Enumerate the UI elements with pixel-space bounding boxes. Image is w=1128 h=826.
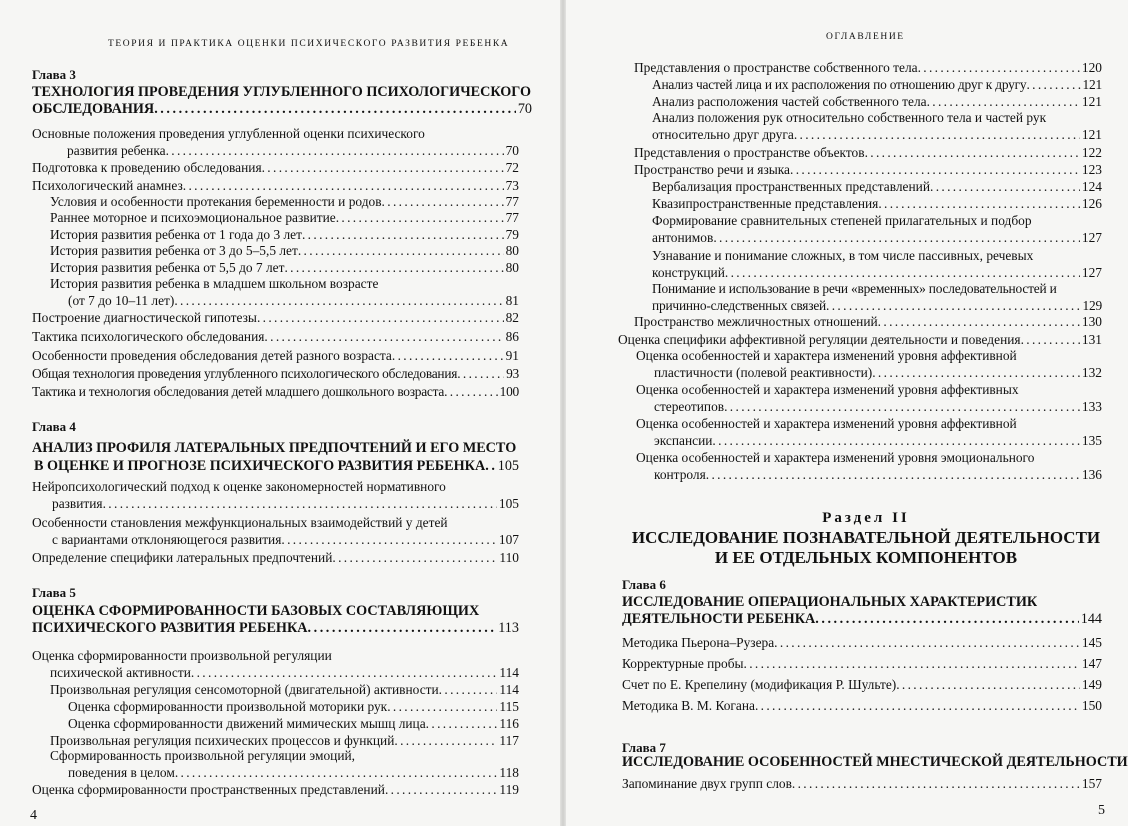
- toc-entry[interactable]: Оценка особенностей и характера изменений уровня аффективной экспансии . . . 135: [636, 415, 1102, 449]
- page-number: 107: [498, 532, 519, 547]
- page-number: 121: [1081, 94, 1102, 109]
- running-header: ТЕОРИЯ И ПРАКТИКА ОЦЕНКИ ПСИХИЧЕСКОГО РАЗВИТИЯ РЕБЕНКА: [108, 39, 510, 49]
- page-number: 72: [505, 160, 519, 175]
- toc-entry[interactable]: Оценка сформированности произвольной регуляции психической активности . . . 114: [32, 647, 519, 681]
- page-number: 127: [1081, 265, 1102, 280]
- page-number: 117: [499, 733, 519, 748]
- page-number: 130: [1081, 314, 1102, 329]
- toc-entry[interactable]: Пространство межличностных отношений . . . 130: [634, 313, 1102, 330]
- page-number: 121: [1081, 127, 1102, 142]
- toc-entry[interactable]: Методика В. М. Когана . . . 150: [622, 697, 1102, 714]
- chapter-5-label: Глава 5: [32, 585, 76, 600]
- page-number: 147: [1081, 656, 1102, 671]
- toc-entry[interactable]: Оценка сформированности движений мимических мышц лица . . . 116: [68, 715, 519, 732]
- toc-entry[interactable]: Узнавание и понимание сложных, в том числе пассивных, речевых конструкций . . . 127: [652, 247, 1102, 281]
- page-number: 149: [1081, 677, 1102, 692]
- toc-entry[interactable]: Представления о пространстве собственного тела . . . 120: [634, 59, 1102, 76]
- page-number: 114: [499, 682, 519, 697]
- page-folio: 5: [1098, 803, 1105, 818]
- page-number: 113: [498, 620, 519, 636]
- page-number: 82: [505, 310, 519, 325]
- toc-entry[interactable]: Понимание и использование в речи «временных» последовательностей и причинно-следственных связей . . . 129: [652, 280, 1102, 314]
- toc-entry[interactable]: Счет по Е. Крепелину (модификация Р. Шульте) . . . 149: [622, 676, 1102, 693]
- page-number: 118: [499, 765, 519, 780]
- left-page: [0, 0, 560, 826]
- page-number: 119: [499, 782, 519, 797]
- page-number: 132: [1081, 365, 1102, 380]
- toc-entry[interactable]: Произвольная регуляция сенсомоторной (двигательной) активности . . . 114: [50, 681, 519, 698]
- toc-entry[interactable]: История развития ребенка от 5,5 до 7 лет . . . 80: [50, 259, 519, 276]
- page-number: 91: [505, 348, 519, 363]
- toc-entry[interactable]: История развития ребенка от 3 до 5–5,5 лет . . . 80: [50, 242, 519, 259]
- toc-entry[interactable]: Нейропсихологический подход к оценке закономерностей нормативного развития . . . 105: [32, 478, 519, 512]
- running-header: ОГЛАВЛЕНИЕ: [826, 32, 905, 42]
- page-number: 145: [1081, 635, 1102, 650]
- toc-entry[interactable]: Произвольная регуляция психических процессов и функций . . . 117: [50, 732, 519, 749]
- page-number: 116: [499, 716, 519, 731]
- toc-entry[interactable]: Оценка особенностей и характера изменений уровня аффективных стереотипов . . . 133: [636, 381, 1102, 415]
- page-number: 126: [1081, 196, 1102, 211]
- page-number: 114: [499, 665, 519, 680]
- toc-entry[interactable]: Раннее моторное и психоэмоциональное развитие . . . 77: [50, 209, 519, 226]
- toc-entry[interactable]: Определение специфики латеральных предпочтений . . . 110: [32, 549, 519, 566]
- page-number: 73: [505, 178, 519, 193]
- chapter-4-label: Глава 4: [32, 419, 76, 434]
- toc-entry[interactable]: Анализ расположения частей собственного тела . . . 121: [652, 93, 1102, 110]
- page-number: 129: [1082, 298, 1102, 313]
- section-label: Раздел II: [822, 510, 910, 526]
- page-number: 135: [1081, 433, 1102, 448]
- toc-entry[interactable]: Анализ положения рук относительно собственного тела и частей рук относительно друг друга . . . 121: [652, 109, 1102, 143]
- page-number: 131: [1081, 332, 1102, 347]
- toc-entry[interactable]: История развития ребенка в младшем школьном возрасте (от 7 до 10–11 лет) . . . 81: [50, 275, 519, 309]
- page-number: 105: [498, 496, 519, 511]
- chapter-7-label: Глава 7: [622, 740, 666, 755]
- page-number: 81: [505, 293, 519, 308]
- page-number: 120: [1081, 60, 1102, 75]
- page-number: 127: [1081, 230, 1102, 245]
- chapter-4-title: АНАЛИЗ ПРОФИЛЯ ЛАТЕРАЛЬНЫХ ПРЕДПОЧТЕНИЙ И ЕГО МЕСТО В ОЦЕНКЕ И ПРОГНОЗЕ ПСИХИЧЕСКОГО РАЗВИТИЯ РЕБЕНКА . . . 105: [32, 439, 519, 475]
- page-number: 105: [497, 458, 519, 474]
- toc-entry[interactable]: Оценка особенностей и характера изменений уровня эмоционального контроля . . . 136: [636, 449, 1102, 483]
- toc-entry[interactable]: История развития ребенка от 1 года до 3 лет . . . 79: [50, 226, 519, 243]
- chapter-7-title: ИССЛЕДОВАНИЕ ОСОБЕННОСТЕЙ МНЕСТИЧЕСКОЙ ДЕЯТЕЛЬНОСТИ: [622, 754, 1102, 771]
- page-number: 79: [505, 227, 519, 242]
- chapter-6-label: Глава 6: [622, 577, 666, 592]
- toc-entry[interactable]: Представления о пространстве объектов . . . 122: [634, 144, 1102, 161]
- toc-entry[interactable]: Пространство речи и языка . . . 123: [634, 161, 1102, 178]
- toc-entry[interactable]: Вербализация пространственных представлений . . . 124: [652, 178, 1102, 195]
- page-number: 110: [499, 550, 519, 565]
- toc-entry[interactable]: Оценка сформированности пространственных представлений . . . 119: [32, 781, 519, 798]
- page-number: 77: [505, 194, 519, 209]
- toc-entry[interactable]: Построение диагностической гипотезы . . . 82: [32, 309, 519, 326]
- toc-entry[interactable]: Основные положения проведения углубленной оценки психического развития ребенка . . . 70: [32, 125, 519, 159]
- page-number: 121: [1082, 77, 1102, 92]
- toc-entry[interactable]: Подготовка к проведению обследования . . . 72: [32, 159, 519, 176]
- chapter-3-title: ТЕХНОЛОГИЯ ПРОВЕДЕНИЯ УГЛУБЛЕННОГО ПСИХОЛОГИЧЕСКОГО ОБСЛЕДОВАНИЯ . . . 70: [32, 84, 532, 118]
- toc-entry[interactable]: Сформированность произвольной регуляции эмоций, поведения в целом . . . 118: [50, 747, 519, 781]
- chapter-6-title: ИССЛЕДОВАНИЕ ОПЕРАЦИОНАЛЬНЫХ ХАРАКТЕРИСТИК ДЕЯТЕЛЬНОСТИ РЕБЕНКА . . . 144: [622, 594, 1102, 628]
- page-number: 157: [1081, 776, 1102, 791]
- page-number: 133: [1081, 399, 1102, 414]
- page-number: 80: [505, 260, 519, 275]
- toc-entry[interactable]: Условия и особенности протекания беременности и родов . . . 77: [50, 193, 519, 210]
- page-number: 124: [1081, 179, 1102, 194]
- page-folio: 4: [30, 808, 37, 823]
- page-number: 144: [1080, 611, 1102, 627]
- toc-entry[interactable]: Формирование сравнительных степеней прилагательных и подбор антонимов . . . 127: [652, 212, 1102, 246]
- toc-entry[interactable]: Тактика психологического обследования . . . 86: [32, 328, 519, 345]
- right-page: [566, 0, 1128, 826]
- page-number: 136: [1081, 467, 1102, 482]
- page-number: 70: [505, 143, 519, 158]
- page-number: 100: [499, 384, 519, 399]
- page-number: 150: [1081, 698, 1102, 713]
- toc-entry[interactable]: Корректурные пробы . . . 147: [622, 655, 1102, 672]
- toc-entry[interactable]: Особенности проведения обследования детей разного возраста . . . 91: [32, 347, 519, 364]
- chapter-3-label: Глава 3: [32, 67, 76, 82]
- toc-entry[interactable]: Анализ частей лица и их расположения по отношению друг к другу . . . 121: [652, 76, 1102, 93]
- toc-entry[interactable]: Особенности становления межфункциональных взаимодействий у детей с вариантами отклоняющегося развития . . . 107: [32, 514, 519, 548]
- toc-entry[interactable]: Оценка особенностей и характера изменений уровня аффективной пластичности (полевой реактивности) . . . 132: [636, 347, 1102, 381]
- page-number: 122: [1081, 145, 1102, 160]
- toc-entry[interactable]: Методика Пьерона–Рузера . . . 145: [622, 634, 1102, 651]
- toc-entry[interactable]: Запоминание двух групп слов . . . 157: [622, 775, 1102, 792]
- toc-entry[interactable]: Психологический анамнез . . . 73: [32, 177, 519, 194]
- page-number: 77: [505, 210, 519, 225]
- chapter-5-title: ОЦЕНКА СФОРМИРОВАННОСТИ БАЗОВЫХ СОСТАВЛЯЮЩИХ ПСИХИЧЕСКОГО РАЗВИТИЯ РЕБЕНКА . . . 113: [32, 603, 519, 637]
- page-number: 123: [1081, 162, 1102, 177]
- page-number: 86: [505, 329, 519, 344]
- toc-entry[interactable]: Оценка специфики аффективной регуляции деятельности и поведения . . . 131: [618, 331, 1102, 348]
- toc-entry[interactable]: Тактика и технология обследования детей младшего дошкольного возраста . . . 100: [32, 383, 519, 400]
- page-number: 115: [499, 699, 519, 714]
- toc-entry[interactable]: Оценка сформированности произвольной моторики рук . . . 115: [68, 698, 519, 715]
- page-number: 80: [505, 243, 519, 258]
- page-number: 93: [506, 366, 519, 381]
- toc-entry[interactable]: Общая технология проведения углубленного психологического обследования . . . 93: [32, 365, 519, 382]
- page-number: 70: [517, 101, 532, 117]
- section-title: ИССЛЕДОВАНИЕ ПОЗНАВАТЕЛЬНОЙ ДЕЯТЕЛЬНОСТИ И ЕЕ ОТДЕЛЬНЫХ КОМПОНЕНТОВ: [631, 528, 1101, 567]
- toc-entry[interactable]: Квазипространственные представления . . . 126: [652, 195, 1102, 212]
